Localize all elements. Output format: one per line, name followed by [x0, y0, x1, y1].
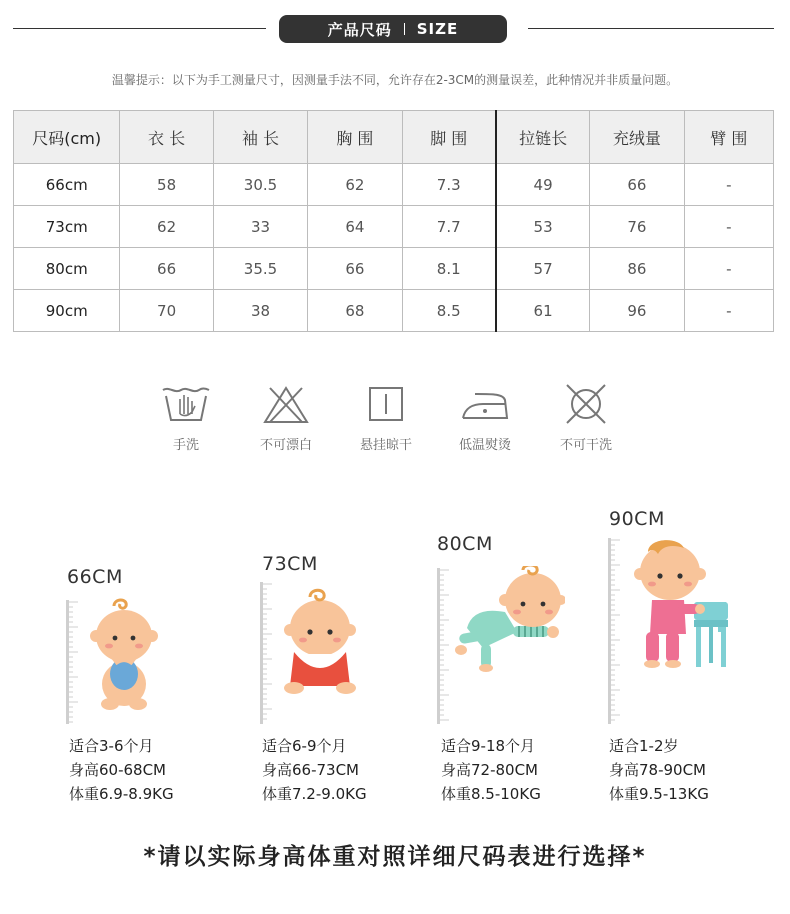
col-header: 胸 围 — [308, 111, 402, 164]
table-cell: 80cm — [14, 248, 120, 290]
hang-dry-icon — [360, 384, 412, 424]
table-cell: 30.5 — [213, 164, 307, 206]
table-cell: - — [684, 206, 773, 248]
table-cell: 76 — [590, 206, 684, 248]
size-label-73: 73CM — [262, 553, 318, 575]
no-bleach-icon — [260, 384, 312, 424]
care-item-no-bleach — [251, 384, 321, 453]
care-label: 不可干洗 — [559, 438, 612, 453]
table-row — [14, 206, 774, 248]
table-cell: 7.3 — [402, 164, 496, 206]
table-cell: 66cm — [14, 164, 120, 206]
weight-range: 体重8.5-10KG — [441, 785, 541, 803]
no-dry-clean-icon — [560, 384, 612, 424]
table-cell: 58 — [120, 164, 213, 206]
care-item-no-dry-clean — [551, 384, 621, 453]
ruler-bar — [608, 538, 611, 724]
baby-info-80 — [441, 734, 541, 806]
table-cell: 53 — [496, 206, 590, 248]
section-title-pill — [279, 15, 507, 43]
size-label-66: 66CM — [67, 566, 123, 588]
table-cell: 66 — [120, 248, 213, 290]
table-cell: 96 — [590, 290, 684, 332]
baby-info-73 — [262, 734, 367, 806]
col-header: 衣 长 — [120, 111, 213, 164]
height-ruler — [260, 582, 274, 724]
height-range: 身高72-80CM — [441, 761, 539, 779]
height-ruler — [437, 568, 451, 724]
care-label: 悬挂晾干 — [359, 438, 412, 453]
title-separator — [404, 23, 405, 35]
height-ruler — [66, 600, 80, 724]
age-range: 适合1-2岁 — [609, 737, 679, 755]
col-header: 脚 围 — [402, 111, 496, 164]
height-range: 身高78-90CM — [609, 761, 707, 779]
table-cell: 66 — [308, 248, 402, 290]
table-cell: 64 — [308, 206, 402, 248]
table-cell: 61 — [496, 290, 590, 332]
table-cell: 68 — [308, 290, 402, 332]
table-row — [14, 164, 774, 206]
height-range: 身高66-73CM — [262, 761, 360, 779]
col-header: 尺码(cm) — [14, 111, 120, 164]
table-cell: - — [684, 248, 773, 290]
baby-info-90 — [609, 734, 709, 806]
table-cell: 38 — [213, 290, 307, 332]
care-label: 低温熨烫 — [458, 438, 511, 453]
table-cell: 90cm — [14, 290, 120, 332]
table-cell: 86 — [590, 248, 684, 290]
table-cell: 62 — [308, 164, 402, 206]
hand-wash-icon — [160, 384, 212, 424]
baby-illustration-66 — [88, 596, 160, 714]
col-header: 袖 长 — [213, 111, 307, 164]
care-item-low-iron — [450, 384, 520, 453]
ruler-bar — [437, 568, 440, 724]
height-range: 身高60-68CM — [69, 761, 167, 779]
age-range: 适合6-9个月 — [262, 737, 347, 755]
table-cell: 62 — [120, 206, 213, 248]
baby-info-66 — [69, 734, 174, 806]
size-table — [13, 110, 774, 332]
care-item-hang-dry — [351, 384, 421, 453]
size-label-90: 90CM — [609, 508, 665, 530]
table-cell: 49 — [496, 164, 590, 206]
section-title-en: SIZE — [416, 20, 459, 38]
weight-range: 体重6.9-8.9KG — [69, 785, 174, 803]
table-cell: 8.5 — [402, 290, 496, 332]
table-cell: 66 — [590, 164, 684, 206]
baby-illustration-73 — [280, 588, 360, 696]
col-header: 拉链长 — [496, 111, 590, 164]
baby-illustration-90 — [632, 538, 736, 670]
baby-illustration-80 — [453, 566, 565, 672]
table-cell: - — [684, 164, 773, 206]
age-range: 适合9-18个月 — [441, 737, 536, 755]
weight-range: 体重9.5-13KG — [609, 785, 709, 803]
care-label: 不可漂白 — [259, 438, 312, 453]
iron-icon — [459, 384, 511, 424]
height-ruler — [608, 538, 622, 724]
header-left-rule — [13, 28, 266, 29]
table-cell: - — [684, 290, 773, 332]
col-header: 充绒量 — [590, 111, 684, 164]
col-header: 臂 围 — [684, 111, 773, 164]
table-cell: 35.5 — [213, 248, 307, 290]
care-label: 手洗 — [172, 438, 199, 453]
ruler-bar — [260, 582, 263, 724]
table-cell: 73cm — [14, 206, 120, 248]
size-label-80: 80CM — [437, 533, 493, 555]
selection-note: *请以实际身高体重对照详细尺码表进行选择* — [143, 844, 647, 870]
table-header-row — [14, 111, 774, 164]
table-cell: 70 — [120, 290, 213, 332]
table-row — [14, 290, 774, 332]
table-cell: 7.7 — [402, 206, 496, 248]
care-item-hand-wash — [151, 384, 221, 453]
table-row — [14, 248, 774, 290]
age-range: 适合3-6个月 — [69, 737, 154, 755]
section-title-cn: 产品尺码 — [327, 20, 392, 39]
ruler-bar — [66, 600, 69, 724]
header-right-rule — [528, 28, 774, 29]
table-cell: 33 — [213, 206, 307, 248]
weight-range: 体重7.2-9.0KG — [262, 785, 367, 803]
measurement-notice: 温馨提示：以下为手工测量尺寸，因测量手法不同，允许存在2-3CM的测量误差，此种情况并非质量问题。 — [111, 73, 679, 87]
table-cell: 57 — [496, 248, 590, 290]
table-cell: 8.1 — [402, 248, 496, 290]
